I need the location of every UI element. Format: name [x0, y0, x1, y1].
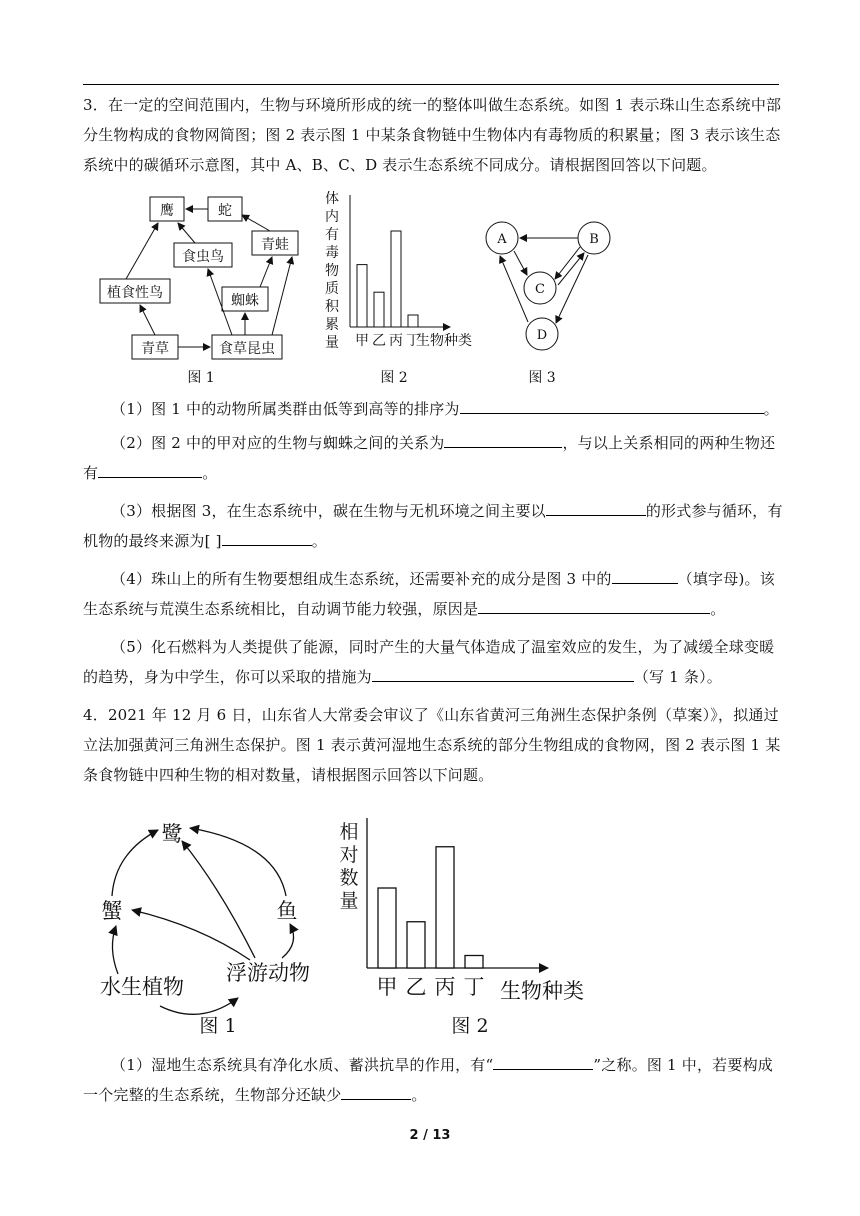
q3-fig2-chart — [325, 190, 472, 386]
q3-fig3-caption: 图 3 — [528, 370, 556, 386]
node-eagle: 鹰 — [160, 203, 174, 219]
q3-fig2-ylabel-7: 积 — [325, 299, 339, 315]
q3-fig2-caption: 图 2 — [380, 370, 408, 386]
node-frog: 青蛙 — [261, 237, 289, 253]
q3-fig3-carbon-cycle — [486, 222, 610, 386]
q3-sub2: （2）图 2 中的甲对应的生物与蜘蛛之间的关系为 ，与以上关系相同的两种生物还有 。 — [83, 434, 776, 482]
answer-blank[interactable] — [478, 599, 710, 614]
header-rule — [83, 84, 779, 85]
q3-fig1-foodweb — [100, 197, 298, 386]
tick-label-乙: 乙 — [405, 975, 427, 999]
q4-fig2-chart — [339, 818, 584, 1037]
node-zooplankton: 浮游动物 — [226, 961, 310, 985]
bar-甲 — [357, 265, 367, 327]
tick-label-丁: 丁 — [406, 333, 420, 349]
q3-fig2-ylabel-6: 质 — [325, 281, 339, 297]
q3-fig2-ylabel-3: 有 — [325, 227, 339, 243]
q4-fig2-ylabel-1: 相 — [339, 821, 359, 843]
node-B: B — [589, 232, 599, 247]
node-aquatic-plant: 水生植物 — [100, 975, 184, 999]
tick-label-丙: 丙 — [434, 975, 456, 999]
page-number: 2 / 13 — [409, 1128, 451, 1143]
q4-sub1: （1）湿地生态系统具有净化水质、蓄洪抗旱的作用，有“ ”之称。图 1 中，若要构成一个完整的生态系统，生物部分还缺少 。 — [83, 1056, 773, 1104]
node-spider: 蜘蛛 — [231, 293, 259, 309]
q4-fig2-xlabel: 生物种类 — [500, 979, 584, 1003]
q3-figures — [0, 185, 860, 395]
bar-丙 — [391, 231, 401, 327]
bar-甲 — [378, 888, 396, 968]
answer-blank[interactable] — [612, 569, 678, 584]
q4-fig1-caption: 图 1 — [199, 1015, 237, 1037]
node-grass: 青草 — [141, 341, 169, 357]
q3-fig2-ylabel-4: 毒 — [325, 245, 339, 261]
node-C: C — [535, 282, 545, 297]
answer-blank[interactable] — [444, 433, 562, 448]
q3-fig2-ylabel-1: 体 — [325, 191, 339, 207]
answer-blank[interactable] — [341, 1085, 411, 1100]
q3-sub4: （4）珠山上的所有生物要想组成生态系统，还需要补充的成分是图 3 中的 （填字母)。该生态系统与荒漠生态系统相比，自动调节能力较强，原因是 。 — [83, 570, 775, 618]
q3-sub3: （3）根据图 3，在生态系统中，碳在生物与无机环境之间主要以 的形式参与循环，有机物的最终来源为[ ] 。 — [83, 502, 783, 550]
tick-label-甲: 甲 — [376, 975, 398, 999]
node-snake: 蛇 — [218, 203, 232, 219]
bar-乙 — [407, 922, 425, 968]
q3-sub1: （1）图 1 中的动物所属类群由低等到高等的排序为 。 — [111, 400, 779, 418]
q3-fig2-ylabel-8: 累 — [325, 317, 339, 333]
answer-blank[interactable] — [98, 463, 202, 478]
q4-fig2-ylabel-4: 量 — [339, 890, 359, 912]
q4-fig2-ylabel-2: 对 — [339, 844, 359, 866]
q4-fig1-foodweb — [100, 822, 310, 1037]
q3-fig1-caption: 图 1 — [187, 370, 215, 386]
tick-label-丁: 丁 — [463, 975, 485, 999]
node-herbivorous-bird: 植食性鸟 — [107, 285, 163, 301]
node-crab: 蟹 — [101, 899, 123, 923]
q3-fig2-ylabel-2: 内 — [325, 209, 339, 225]
tick-label-甲: 甲 — [355, 333, 369, 349]
q4-fig2-ylabel-3: 数 — [339, 867, 359, 889]
node-D: D — [536, 328, 548, 343]
q4-figures — [0, 808, 860, 1043]
answer-blank[interactable] — [493, 1055, 593, 1070]
node-A: A — [497, 232, 507, 247]
answer-blank[interactable] — [372, 667, 634, 682]
q4-intro: 4．2021 年 12 月 6 日，山东省人大常委会审议了《山东省黄河三角洲生态保护条例（草案）》，拟通过立法加强黄河三角洲生态保护。图 1 表示黄河湿地生态系统的部分生物组成的食物网，图 2 表示图 1 某条食物链中四种生物的相对数量，请根据图示回答以下问题。 — [83, 706, 781, 784]
q4-fig2-caption: 图 2 — [451, 1015, 489, 1037]
q3-fig2-xlabel: 生物种类 — [416, 333, 472, 349]
bar-丙 — [436, 847, 454, 968]
q3-intro: 3．在一定的空间范围内，生物与环境所形成的统一的整体叫做生态系统。如图 1 表示珠山生态系统中部分生物构成的食物网简图；图 2 表示图 1 中某条食物链中生物体内有毒物质的积累量；图 3 表示该生态系统中的碳循环示意图，其中 A、B、C、D 表示生态系统不同成分。请根据图回答以下问题。 — [83, 96, 782, 174]
bar-乙 — [374, 292, 384, 327]
answer-blank[interactable] — [546, 501, 646, 516]
node-insectivorous-bird: 食虫鸟 — [182, 249, 224, 265]
tick-label-乙: 乙 — [372, 333, 386, 349]
node-fish: 鱼 — [276, 899, 298, 923]
node-egret: 鹭 — [161, 822, 183, 846]
q3-sub5: （5）化石燃料为人类提供了能源，同时产生的大量气体造成了温室效应的发生，为了减缓全球变暖的趋势，身为中学生，你可以采取的措施为 （写 1 条）。 — [83, 638, 775, 686]
answer-blank[interactable] — [222, 531, 312, 546]
node-herbivorous-insect: 食草昆虫 — [219, 341, 275, 357]
bar-丁 — [465, 956, 483, 969]
q3-fig2-ylabel-5: 物 — [325, 263, 339, 279]
q3-fig2-ylabel-9: 量 — [325, 335, 339, 351]
bar-丁 — [408, 315, 418, 327]
answer-blank[interactable] — [460, 399, 764, 414]
tick-label-丙: 丙 — [389, 333, 403, 349]
